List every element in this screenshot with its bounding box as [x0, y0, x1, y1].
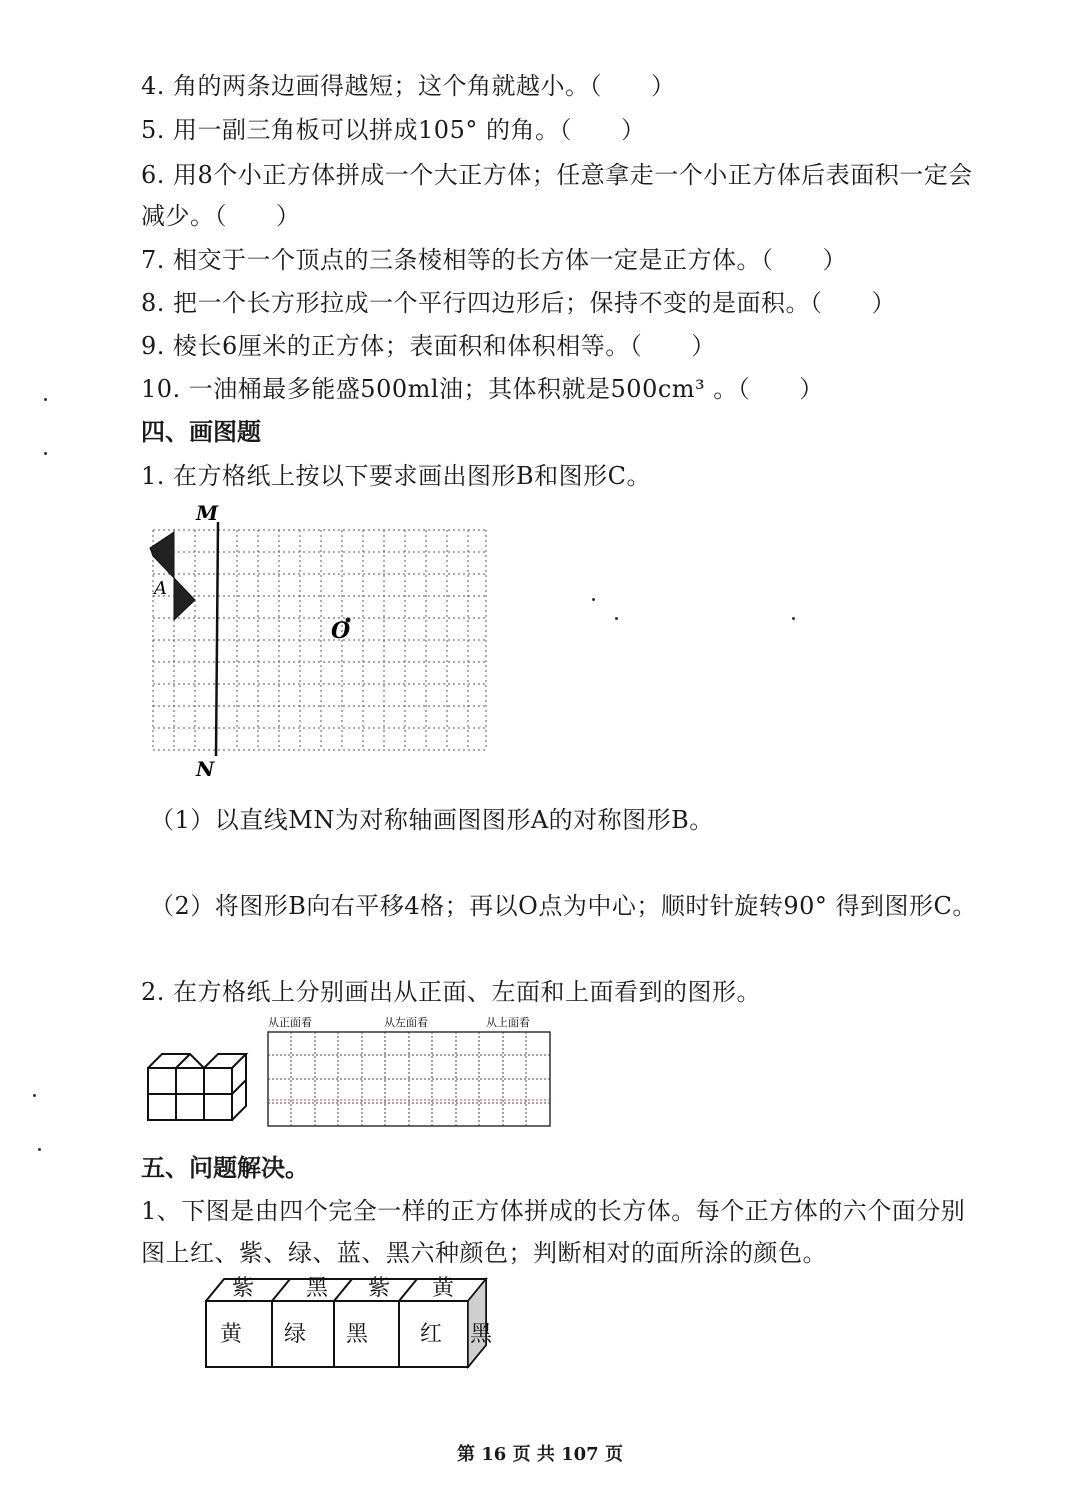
label-n: N — [196, 757, 215, 781]
view-grid-figure — [262, 1012, 562, 1132]
cube-front-face-2: 绿 — [284, 1322, 307, 1347]
judgement-line-6-cont: 减少。（ ） — [141, 202, 301, 230]
judgement-line-6: 6. 用8个小正方体拼成一个大正方体；任意拿走一个小正方体后表面积一定会 — [141, 161, 973, 189]
cube-front-face-3: 黑 — [346, 1322, 369, 1347]
scan-speck — [44, 398, 47, 401]
section-5-question-1-line-1: 1、下图是由四个完全一样的正方体拼成的长方体。每个正方体的六个面分别 — [141, 1197, 966, 1225]
scan-speck — [792, 617, 795, 620]
view-grid-lines — [268, 1032, 550, 1126]
scan-speck — [615, 617, 618, 620]
scan-speck — [33, 1094, 36, 1097]
page-footer: 第 16 页 共 107 页 — [457, 1444, 623, 1465]
cube-stack-figure — [145, 1048, 255, 1128]
section-4-title: 四、画图题 — [141, 418, 261, 446]
judgement-line-7: 7. 相交于一个顶点的三条棱相等的长方体一定是正方体。（ ） — [141, 246, 848, 274]
dotted-grid — [153, 530, 486, 750]
judgement-line-5: 5. 用一副三角板可以拼成105° 的角。（ ） — [141, 116, 646, 144]
cube-top-face-1: 紫 — [232, 1276, 255, 1301]
view-left-label: 从左面看 — [384, 1016, 428, 1029]
label-o: O — [331, 618, 351, 644]
judgement-line-10: 10. 一油桶最多能盛500ml油；其体积就是500cm³ 。（ ） — [141, 375, 824, 403]
section-4-question-1: 1. 在方格纸上按以下要求画出图形B和图形C。 — [141, 462, 652, 490]
label-a: A — [154, 578, 167, 599]
figure-a-shape — [150, 532, 174, 578]
section-4-question-1-part-2: （2）将图形B向右平移4格；再以O点为中心；顺时针旋转90° 得到图形C。 — [150, 892, 977, 920]
scan-speck — [592, 598, 595, 601]
symmetry-axis-mn — [216, 522, 218, 756]
cube-top-face-3: 紫 — [368, 1276, 391, 1301]
view-top-label: 从上面看 — [486, 1016, 530, 1029]
scan-speck — [38, 1148, 41, 1151]
cube-side-face: 黑 — [470, 1322, 493, 1347]
cube-top-face-4: 黄 — [432, 1276, 455, 1301]
judgement-line-8: 8. 把一个长方形拉成一个平行四边形后；保持不变的是面积。（ ） — [141, 289, 897, 317]
figure-a-shape-lower — [174, 578, 195, 620]
judgement-line-9: 9. 棱长6厘米的正方体；表面积和体积相等。（ ） — [141, 332, 716, 360]
label-m: M — [196, 501, 219, 525]
view-front-label: 从正面看 — [268, 1016, 312, 1029]
section-4-question-2: 2. 在方格纸上分别画出从正面、左面和上面看到的图形。 — [141, 978, 762, 1006]
symmetry-grid-figure — [140, 498, 500, 788]
cube-front-face-1: 黄 — [220, 1322, 243, 1347]
cube-front-face-4: 红 — [420, 1322, 443, 1347]
scan-speck — [44, 452, 47, 455]
section-5-title: 五、问题解决。 — [141, 1154, 309, 1182]
section-4-question-1-part-1: （1）以直线MN为对称轴画图图形A的对称图形B。 — [150, 806, 714, 834]
cube-top-face-2: 黑 — [306, 1276, 329, 1301]
judgement-line-4: 4. 角的两条边画得越短；这个角就越小。（ ） — [141, 72, 676, 100]
colored-cubes-figure — [200, 1275, 500, 1375]
section-5-question-1-line-2: 图上红、紫、绿、蓝、黑六种颜色；判断相对的面所涂的颜色。 — [141, 1239, 827, 1267]
